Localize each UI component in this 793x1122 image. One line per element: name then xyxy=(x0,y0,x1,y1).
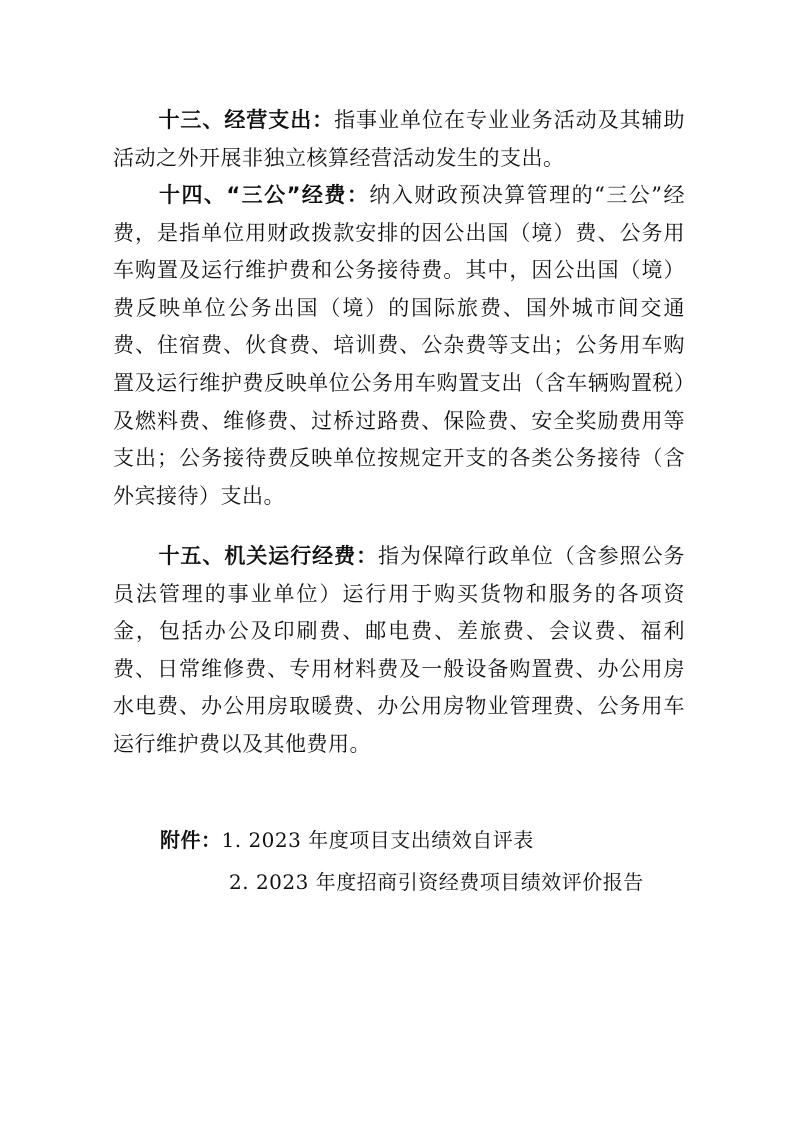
attachment-item-1: 1. 2023 年度项目支出绩效自评表 xyxy=(221,828,534,852)
attachment-line-1 xyxy=(160,826,534,854)
attachment-line-2 xyxy=(229,868,644,896)
section-15-term: 十五、机关运行经费： xyxy=(158,544,379,568)
section-14-body: 纳入财政预决算管理的“三公”经费，是指单位用财政拨款安排的因公出国（境）费、公务用车购置及运行维护费和公务接待费。其中，因公出国（境）费反映单位公务出国（境）的国际旅费、国外城市间交通费、住宿费、伙食费、培训费、公杂费等支出；公务用车购置及运行维护费反映单位公务用车购置支出（含车辆购置税）及燃料费、维修费、过桥过路费、保险费、安全奖励费用等支出；公务接待费反映单位按规定开支的各类公务接待（含外宾接待）支出。 xyxy=(113,183,685,508)
section-13-paragraph xyxy=(113,102,685,177)
section-14-paragraph xyxy=(113,177,685,515)
attachment-label: 附件： xyxy=(160,828,222,852)
section-14-term: 十四、“三公”经费： xyxy=(158,183,370,207)
attachment-item-2: 2. 2023 年度招商引资经费项目绩效评价报告 xyxy=(229,870,644,894)
section-15-paragraph xyxy=(113,538,685,764)
section-13-body: 指事业单位在专业业务活动及其辅助活动之外开展非独立核算经营活动发生的支出。 xyxy=(113,108,685,170)
section-13-term: 十三、经营支出： xyxy=(158,108,335,132)
section-15-body: 指为保障行政单位（含参照公务员法管理的事业单位）运行用于购买货物和服务的各项资金，包括办公及印刷费、邮电费、差旅费、会议费、福利费、日常维修费、专用材料费及一般设备购置费、办公用房水电费、办公用房取暖费、办公用房物业管理费、公务用车运行维护费以及其他费用。 xyxy=(113,544,686,756)
